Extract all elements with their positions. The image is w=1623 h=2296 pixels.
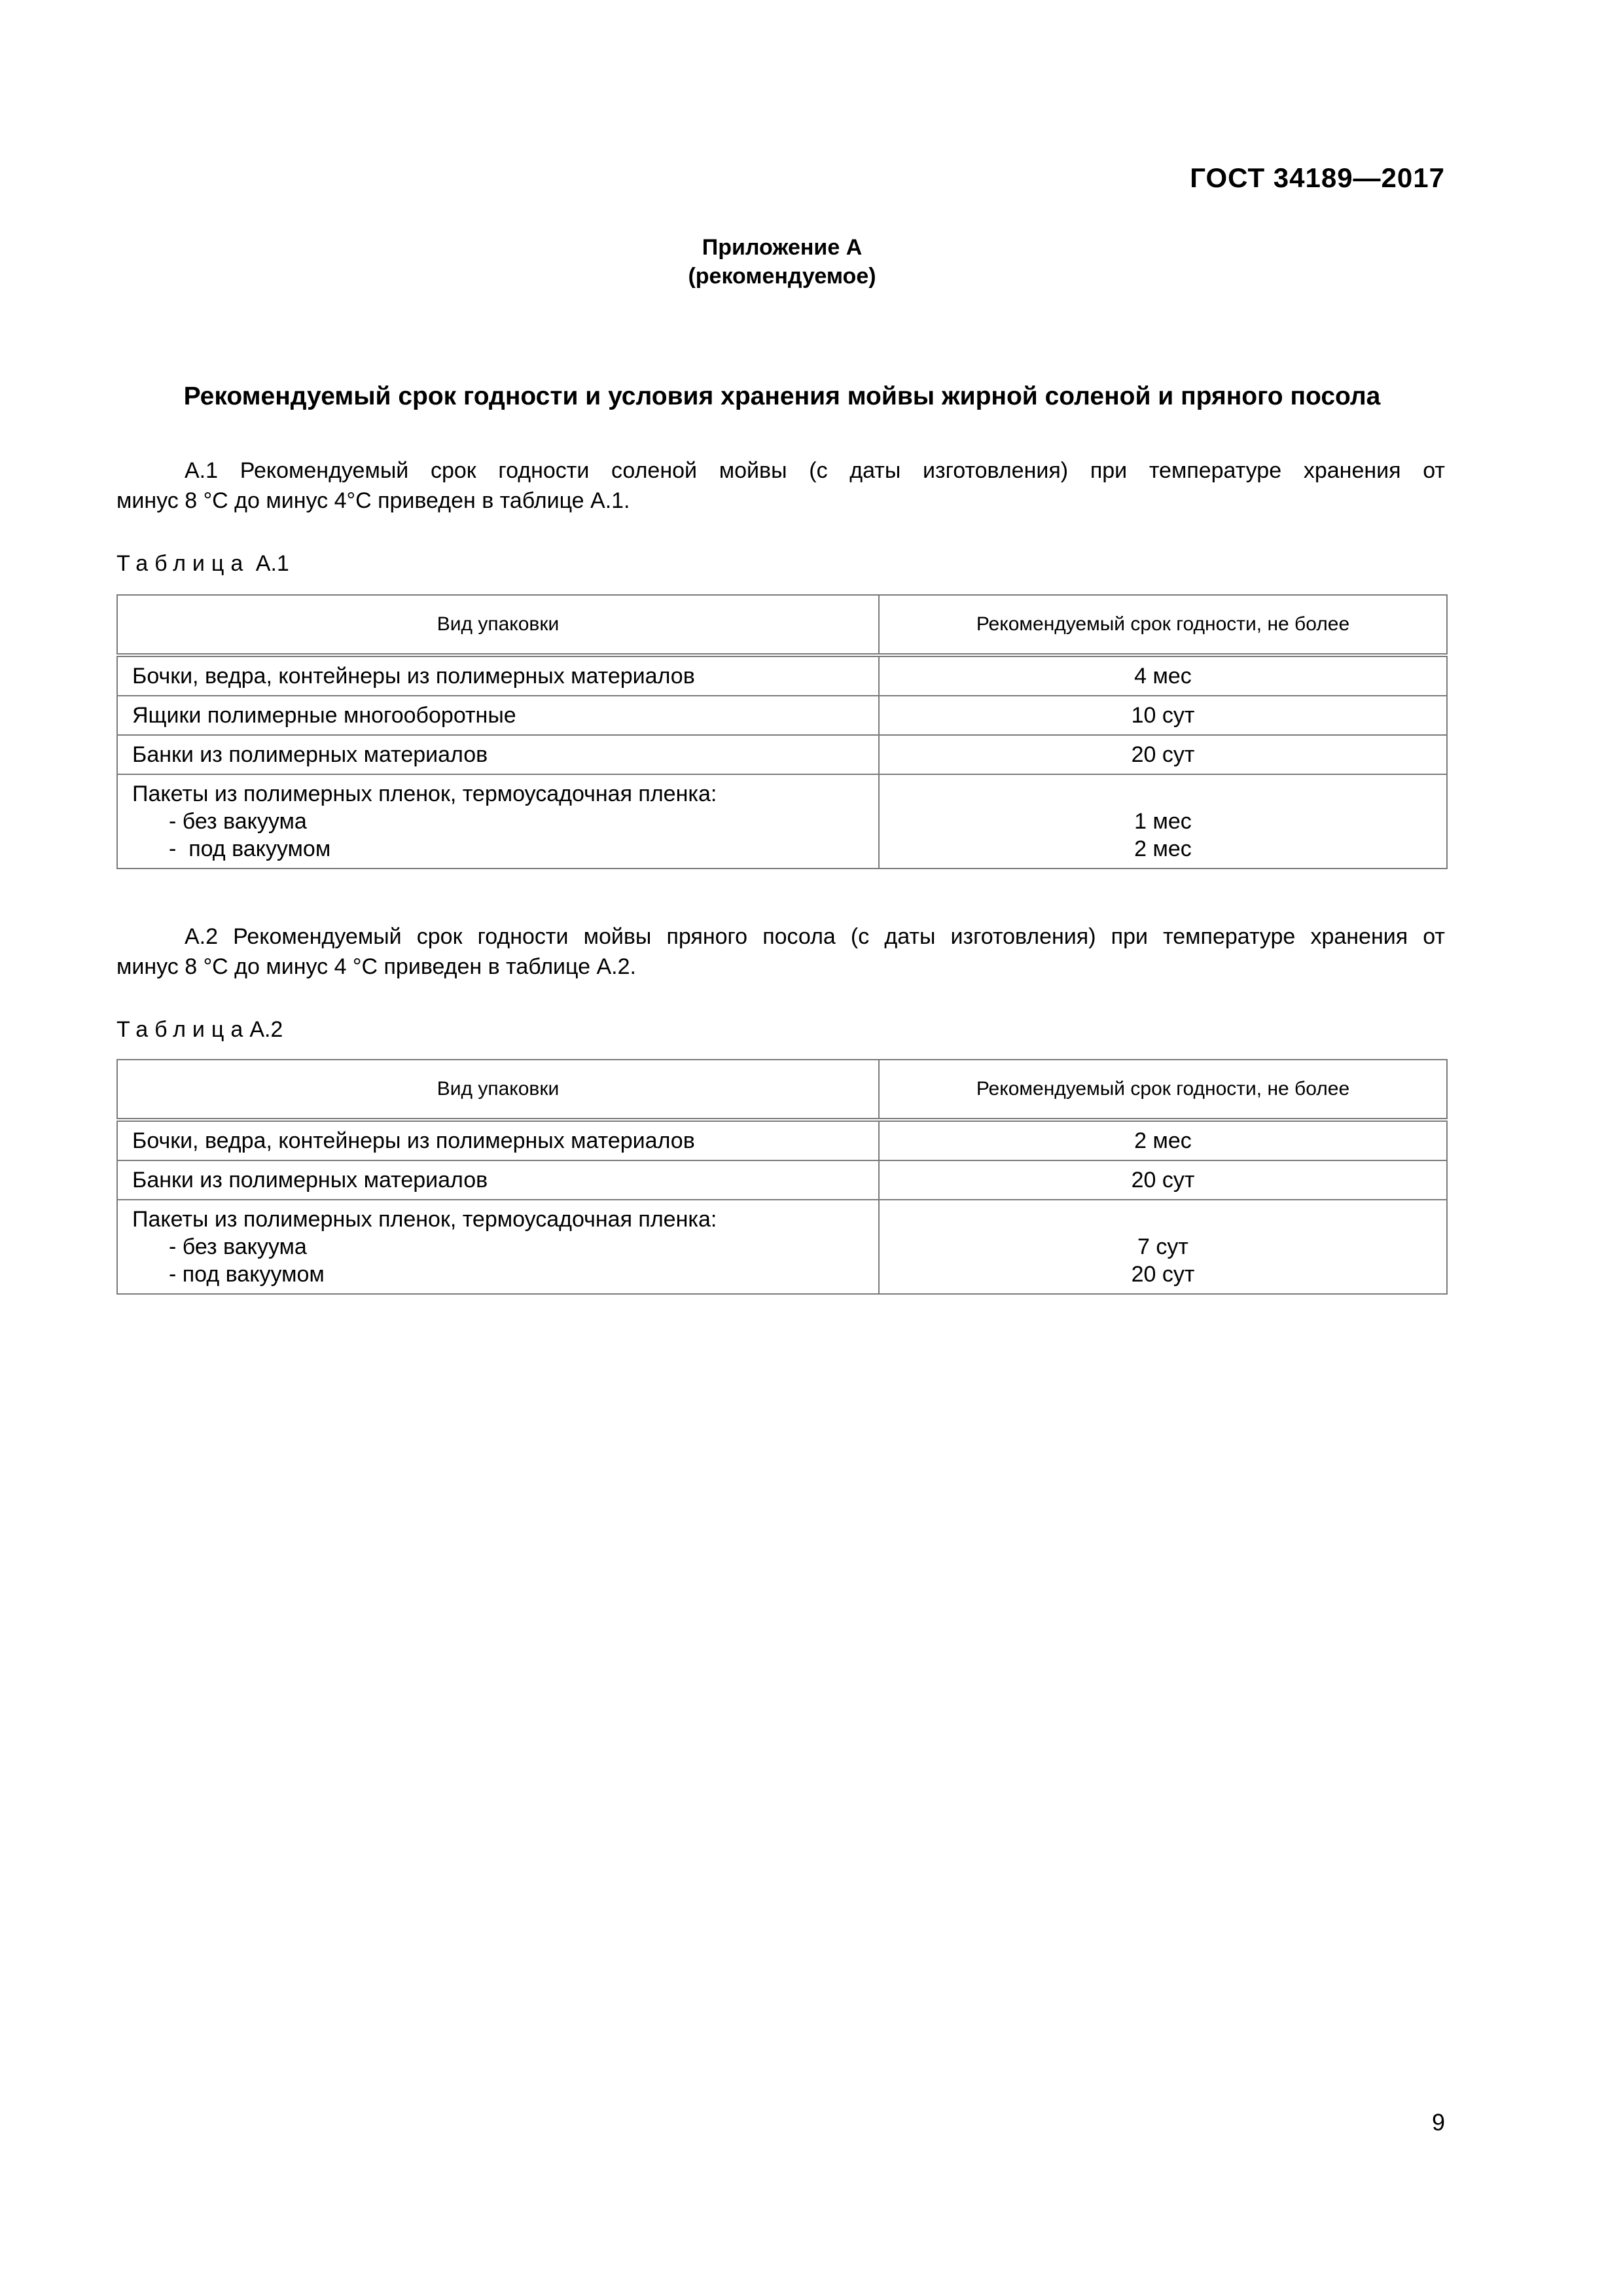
table-a2-caption [116,1017,283,1043]
paragraph-a1 [116,456,1445,516]
paragraph-a1-line2: минус 8 °С до минус 4°С приведен в таблице А.1. [116,488,630,513]
packaging-sub-item: - под вакуумом [169,1262,325,1287]
column-header-shelf-life: Рекомендуемый срок годности, не более [879,595,1447,655]
packaging-cell: Банки из полимерных материалов [117,735,879,774]
page-number: 9 [1431,2109,1445,2136]
table-row [117,1160,1447,1200]
column-header-shelf-life: Рекомендуемый срок годности, не более [879,1060,1447,1120]
table-a1-caption-word: Таблица [116,551,250,576]
paragraph-a2-line1: А.2 Рекомендуемый срок годности мойвы пряного посола (с даты изготовления) при температуре хранения от [185,924,1445,949]
table-header-row [117,595,1447,655]
paragraph-a1-line1: А.1 Рекомендуемый срок годности соленой мойвы (с даты изготовления) при температуре хранения от [185,458,1445,483]
paragraph-a2 [116,922,1445,982]
shelf-life-cell: 4 мес [879,655,1447,696]
packaging-sub-item: - без вакуума [169,809,307,834]
appendix-title: Приложение А [702,235,863,260]
column-header-packaging: Вид упаковки [117,1060,879,1120]
table-row [117,1120,1447,1160]
shelf-life-value: 2 мес [1134,836,1192,861]
shelf-life-cell: 10 сут [879,696,1447,735]
table-a2-caption-number: А.2 [249,1017,283,1042]
packaging-cell: Бочки, ведра, контейнеры из полимерных материалов [117,655,879,696]
shelf-life-cell [879,1200,1447,1294]
packaging-sub-item: - без вакуума [169,1234,307,1259]
packaging-cell: Банки из полимерных материалов [117,1160,879,1200]
table-a2-caption-word: Таблица [116,1017,250,1042]
packaging-cell [117,1200,879,1294]
shelf-life-cell: 20 сут [879,1160,1447,1200]
packaging-group-label: Пакеты из полимерных пленок, термоусадочная пленка: [132,1207,717,1232]
shelf-life-value: 7 сут [1137,1234,1188,1259]
shelf-life-cell [879,774,1447,869]
table-row [117,655,1447,696]
packaging-group-label: Пакеты из полимерных пленок, термоусадочная пленка: [132,781,717,806]
table-a2 [116,1059,1448,1295]
packaging-cell: Ящики полимерные многооборотные [117,696,879,735]
table-a1-caption [116,551,289,577]
shelf-life-value: 20 сут [1131,1262,1195,1287]
packaging-cell: Бочки, ведра, контейнеры из полимерных материалов [117,1120,879,1160]
document-code: ГОСТ 34189—2017 [1190,162,1445,193]
table-a1 [116,594,1448,869]
appendix-status: (рекомендуемое) [688,264,876,289]
packaging-sub-item: - под вакуумом [169,836,331,861]
shelf-life-cell: 20 сут [879,735,1447,774]
table-header-row [117,1060,1447,1120]
table-row [117,1200,1447,1294]
table-a1-caption-number: А.1 [255,551,289,576]
paragraph-a2-line2: минус 8 °С до минус 4 °С приведен в таблице А.2. [116,954,636,979]
table-row [117,735,1447,774]
packaging-cell [117,774,879,869]
shelf-life-value: 1 мес [1134,809,1192,834]
table-row [117,774,1447,869]
section-title: Рекомендуемый срок годности и условия хранения мойвы жирной соленой и пряного посола [183,382,1381,410]
shelf-life-cell: 2 мес [879,1120,1447,1160]
column-header-packaging: Вид упаковки [117,595,879,655]
table-row [117,696,1447,735]
